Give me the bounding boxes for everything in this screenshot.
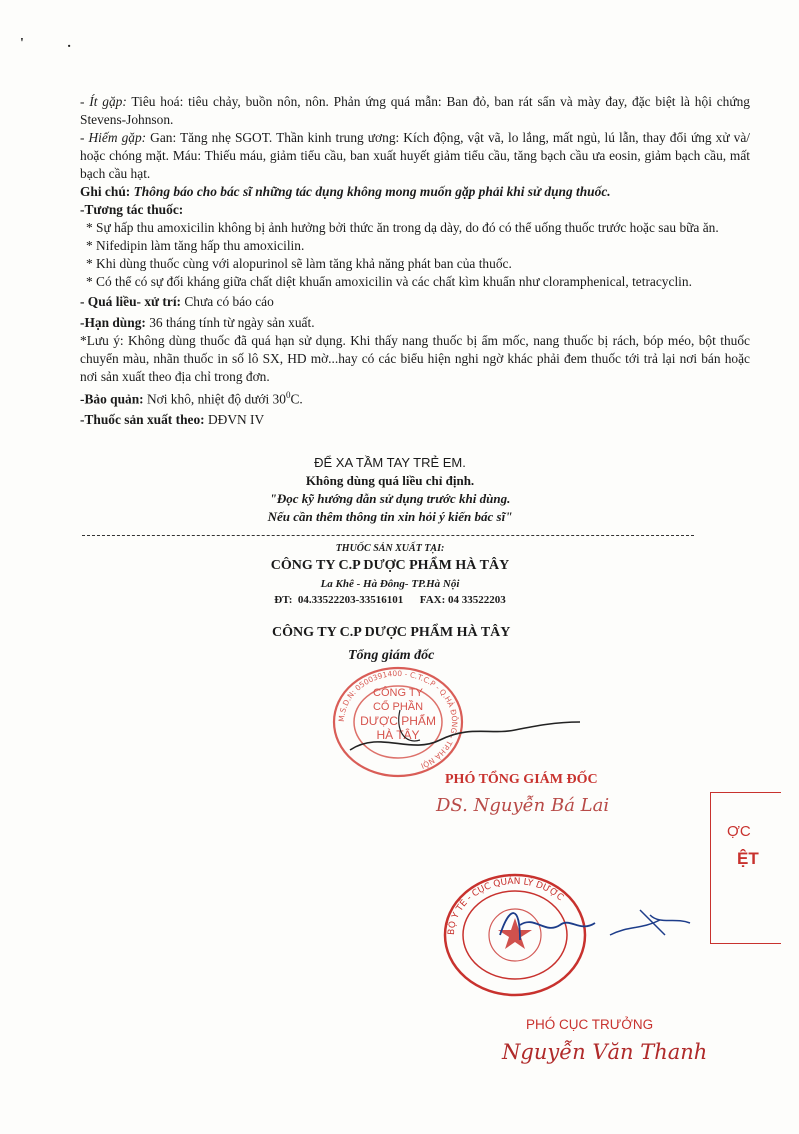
- company-stamp-line-4: HÀ TÂY: [376, 728, 420, 742]
- han-dung-text: 36 tháng tính từ ngày sản xuất.: [145, 315, 315, 330]
- bao-quan-unit: C.: [290, 391, 303, 407]
- manufacturer-name: CÔNG TY C.P DƯỢC PHẨM HÀ TÂY: [270, 558, 510, 573]
- agency-box-text-1: ỢC: [727, 823, 751, 840]
- tuong-tac-item-3: * Khi dùng thuốc cùng với alopurinol sẽ làm tăng khả năng phát ban của thuốc.: [86, 256, 512, 271]
- bao-quan-text: Nơi khô, nhiệt độ dưới 30: [143, 391, 286, 407]
- tieu-chuan-text: DĐVN IV: [204, 412, 265, 428]
- bao-quan-label: -Bảo quản:: [80, 391, 144, 407]
- signature-company: CÔNG TY C.P DƯỢC PHẨM HÀ TÂY: [272, 625, 511, 640]
- it-gap-text: Tiêu hoá: tiêu chảy, buồn nôn, nôn. Phản ứng quá mẫn: Ban đỏ, ban rát sẩn và mày đay, đặc biệt là hội chứng Stevens-Johnson.: [80, 94, 751, 127]
- luu-y-paragraph: *Lưu ý: Không dùng thuốc đã quá hạn sử dụng. Khi thấy nang thuốc bị ẩm mốc, nang thuốc bị rách, bóp méo, bột thuốc chuyển màu, nhãn thuốc in số lô SX, HD mờ...hay có các biểu hiện nghi ngờ khác phải đem thuốc tới trả lại nơi bán hoặc nơi sản xuất theo địa chỉ trong đơn.: [80, 333, 750, 384]
- ghi-chu-paragraph: [80, 183, 750, 201]
- qua-lieu-label: - Quá liều- xử trí:: [80, 294, 182, 309]
- warnings-block: [190, 454, 590, 526]
- read-instructions: "Đọc kỹ hướng dẫn sử dụng trước khi dùng.: [269, 491, 511, 506]
- qua-lieu-text: Chưa có báo cáo: [181, 294, 274, 309]
- manufacturer-block: [220, 542, 560, 608]
- company-stamp-ring-text: M.S.D.N: 0500391400 - C.T.C.P - Q.HÀ ĐÔNG - TP.HÀ NỘI: [336, 668, 460, 771]
- han-dung-label: -Hạn dùng:: [80, 315, 146, 330]
- manufacturer-phone: ĐT: 04.33522203-33516101 FAX: 04 33522203: [274, 594, 506, 606]
- ghi-chu-label: Ghi chú:: [80, 184, 131, 199]
- company-stamp-line-2: CỔ PHẦN: [372, 701, 424, 713]
- it-gap-paragraph: - Ít gặp: Tiêu hoá: tiêu chảy, buồn nôn, nôn. Phản ứng quá mẫn: Ban đỏ, ban rát sẩn và mày đay, đặc biệt là hội chứng Stevens-Johnson.: [80, 94, 751, 127]
- bao-quan-degree: 0: [285, 390, 291, 400]
- company-stamp-line-3: DƯỢC PHẨM: [360, 714, 436, 728]
- signature-title: Tổng giám đốc: [348, 648, 435, 663]
- dose-warning: Không dùng quá liều chỉ định.: [305, 473, 475, 488]
- deputy-title: PHÓ TỔNG GIÁM ĐỐC: [445, 772, 598, 787]
- deputy-name: DS. Nguyễn Bá Lai: [436, 795, 610, 816]
- han-dung-paragraph: [80, 314, 750, 332]
- qua-lieu-paragraph: [80, 293, 750, 311]
- tieu-chuan-label: -Thuốc sản xuất theo:: [80, 412, 205, 428]
- ask-doctor: Nếu cần thêm thông tin xin hỏi ý kiến bác sĩ": [267, 509, 513, 524]
- agency-name: Nguyễn Văn Thanh: [502, 1040, 708, 1064]
- it-gap-label: Ít gặp:: [89, 94, 127, 109]
- bao-quan-paragraph: [80, 386, 750, 408]
- hiem-gap-label: Hiếm gặp:: [88, 130, 147, 145]
- keep-away-warning: ĐỂ XA TẦM TAY TRẺ EM.: [314, 455, 466, 470]
- company-stamp-line-1: CÔNG TY: [373, 687, 423, 699]
- ghi-chu-text: Thông báo cho bác sĩ những tác dụng không mong muốn gặp phải khi sử dụng thuốc.: [130, 184, 611, 199]
- manufacturer-heading: THUỐC SẢN XUẤT TẠI:: [335, 543, 445, 554]
- agency-signature: [490, 895, 700, 955]
- dashed-divider: [82, 535, 694, 536]
- agency-box: [710, 792, 781, 944]
- agency-stamp-ring-text: BỘ Y TẾ - CỤC QUẢN LÝ DƯỢC: [446, 876, 566, 936]
- hiem-gap-text: Gan: Tăng nhẹ SGOT. Thần kinh trung ương: Kích động, vật vã, lo lắng, mất ngủ, lú lẫn, thay đổi ứng xử và/ hoặc chóng mặt. Máu: Thiếu máu, giảm tiểu cầu, ban xuất huyết giảm tiểu cầu, tăng bạch cầu ưa eosin, giảm bạch cầu, mất bạch cầu hạt.: [80, 130, 751, 181]
- tuong-tac-item-2: * Nifedipin làm tăng hấp thu amoxicilin.: [86, 238, 305, 253]
- manufacturer-address: La Khê - Hà Đông- TP.Hà Nội: [320, 578, 460, 590]
- company-signature: [340, 700, 590, 770]
- hiem-gap-paragraph: - Hiếm gặp: Gan: Tăng nhẹ SGOT. Thần kinh trung ương: Kích động, vật vã, lo lắng, mất ngủ, lú lẫn, thay đổi ứng xử và/ hoặc chóng mặt. Máu: Thiếu máu, giảm tiểu cầu, ban xuất huyết giảm tiểu cầu, tăng bạch cầu ưa eosin, giảm bạch cầu, mất bạch cầu hạt.: [80, 130, 751, 181]
- agency-title: PHÓ CỤC TRƯỞNG: [526, 1017, 654, 1032]
- corner-marks: ' .: [20, 36, 91, 51]
- agency-box-text-2: ỆT: [737, 849, 759, 868]
- tuong-tac-item-1: * Sự hấp thu amoxicilin không bị ảnh hưởng bởi thức ăn trong dạ dày, do đó có thể uống thuốc trước hoặc sau bữa ăn.: [86, 220, 719, 235]
- tuong-tac-heading: -Tương tác thuốc:: [80, 202, 184, 217]
- tieu-chuan-paragraph: [80, 411, 750, 429]
- tuong-tac-item-4: * Có thể có sự đối kháng giữa chất diệt khuẩn amoxicilin và các chất kìm khuẩn như cloramphenical, tetracyclin.: [86, 274, 692, 289]
- leaflet-body: [80, 93, 750, 429]
